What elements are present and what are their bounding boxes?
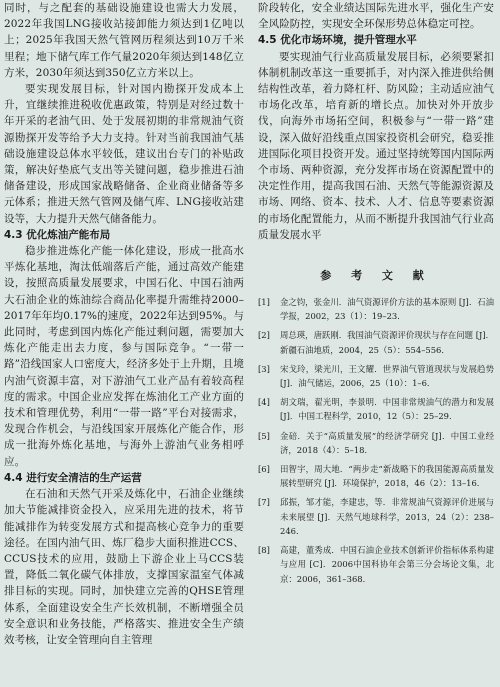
reference-number: [4] bbox=[258, 397, 270, 408]
body-paragraph: 要实现油气行业高质量发展目标，必须要紧扣体制机制改革这一重要抓手，对内深入推进供给侧结构性改革，着力降杠杆、防风险；主动适应油气市场化改革，培育新的增长点。加快对外开放步伐，向海外市场拓空间，积极参与“一带一路”建设，深入做好沿线重点国家投资机会研究，稳妥推进国际化项目投资开发。通过坚持统筹国内国际两个市场、两种资源，充分发挥市场在资源配置中的决定性作用，提高我国石油、天然气等能源资源及市场、网络、资本、技术、人才、信息等要素资源的市场化配置能力，从而不断提升我国油气行业高质量发展水平 bbox=[258, 50, 494, 241]
reference-item bbox=[258, 543, 494, 586]
reference-number: [8] bbox=[258, 545, 270, 556]
reference-number: [2] bbox=[258, 330, 270, 341]
reference-item bbox=[258, 462, 494, 490]
left-column bbox=[4, 0, 244, 687]
body-paragraph: 阶段转化，安全业绩达国际先进水平，强化生产安全风险防控，实现安全环保形势总体稳定可控。 bbox=[258, 2, 494, 31]
reference-number: [1] bbox=[258, 297, 270, 308]
section-heading-4-4: 4.4 进行安全清洁的生产运营 bbox=[4, 471, 142, 484]
reference-item bbox=[258, 429, 494, 457]
body-paragraph: 稳步推进炼化产能一体化建设，形成一批高水平炼化基地，淘汰低端落后产能，通过高效产能建设，按照高质量发展要求，中国石化、中国石油两大石油企业的炼油综合商品化率提升需维持2000–2017年年均0.17%的速度，2022年达到95%。与此同时，考虑到国内炼化产能过剩问题，需要加大炼化产能走出去力度，参与国际竞争。“一带一路”沿线国家人口密度大，经济多处于上升期，且境内油气资源丰富，对下游油气工业产品有着较高程度的需求。中国企业应发挥在炼油化工产业方面的技术和管理优势，利用“一带一路”平台对接需求，发现合作机会，与沿线国家开展炼化产能合作，形成一批海外炼化基地，与海外上游油气业务相呼应。 bbox=[4, 245, 244, 468]
reference-item bbox=[258, 495, 494, 538]
reference-text: 田智宇，周大地．“两步走”新战略下的我国能源高质量发展转型研究 [J]．环境保护，2018，46（2）：13–16． bbox=[280, 464, 494, 489]
reference-item bbox=[258, 328, 494, 356]
reference-text: 金之钧，张金川．油气资源评价方法的基本原则 [J]．石油学报，2002，23（1）：19–23． bbox=[280, 297, 494, 322]
right-column bbox=[258, 0, 494, 687]
section-heading-4-3: 4.3 优化炼油产能布局 bbox=[4, 228, 111, 241]
reference-item bbox=[258, 395, 494, 423]
reference-number: [7] bbox=[258, 497, 270, 508]
body-paragraph: 同时，与之配套的基础设施建设也需大力发展，2022年我国LNG接收站接卸能力须达到1亿吨以上；2025年我国天然气管网历程须达到10万千米里程；地下储气库工作气量2020年须达到148亿立方米，2030年须达到350亿立方米以上。 bbox=[4, 2, 244, 79]
reference-text: 胡文瑞，翟光明，李景明．中国非常规油气的潜力和发展 [J]．中国工程科学，2010，12（5）：25–29． bbox=[280, 397, 494, 422]
reference-item bbox=[258, 295, 494, 323]
reference-text: 周总瑛，唐跃刚．我国油气资源评价现状与存在问题 [J]．新疆石油地质，2004，25（5）：554–556． bbox=[280, 330, 494, 355]
section-heading-4-5: 4.5 优化市场环境，提升管理水平 bbox=[258, 34, 417, 47]
reference-number: [3] bbox=[258, 363, 270, 374]
reference-text: 金碚．关于“高质量发展”的经济学研究 [J]．中国工业经济，2018（4）：5–18． bbox=[280, 430, 494, 455]
body-paragraph: 在石油和天然气开采及炼化中，石油企业继续加大节能减排资金投入，应采用先进的技术，将节能减排作为转变发展方式和提高核心竞争力的重要途径。在国内油气田、炼厂稳步大面积推进CCS、CCUS技术的应用，鼓励上下游企业上马CCS装置，降低二氧化碳气体排放，支撑国家温室气体减排目标的实现。同时，加快建立完善的QHSE管理体系，全面建设安全生产长效机制，不断增强全员安全意识和业务技能，严格落实、推进安全生产绩效考核，让安全管理向自主管理 bbox=[4, 488, 244, 646]
body-paragraph: 要实现发展目标，针对国内勘探开发成本上升，宜继续推进税收优惠政策，特别是对经过数十年开采的老油气田、处于发展初期的非常规油气资源勘探开发等给予大力支持。针对当前我国油气基础设施建设总体水平较低，建议出台专门的补贴政策，解决好垫底气支出等关键问题，稳步推进石油储备建设，形成国家战略储备、企业商业储备等多元体系；推进天然气管网及储气库、LNG接收站建设等，大力提升天然气储备能力。 bbox=[4, 83, 244, 225]
reference-number: [6] bbox=[258, 464, 270, 475]
reference-text: 宋戈玲，梁光川，王文耀．世界油气管道现状与发展趋势 [J]．油气储运，2006，25（10）：1–6． bbox=[280, 363, 494, 389]
reference-number: [5] bbox=[258, 430, 270, 441]
reference-item bbox=[258, 362, 494, 390]
reference-list bbox=[258, 295, 494, 586]
reference-text: 高建，董秀成．中国石油企业技术创新评价指标体系构建与应用 [C]．2006中国科协年会第三分会场论文集，北京：2006，361–368． bbox=[280, 545, 494, 584]
reference-text: 邱振，邹才能，李建忠，等．非常规油气资源评价进展与未来展望 [J]．天然气地球科学，2013，24（2）：238–246． bbox=[280, 497, 494, 536]
references-title: 参 考 文 献 bbox=[320, 269, 432, 283]
